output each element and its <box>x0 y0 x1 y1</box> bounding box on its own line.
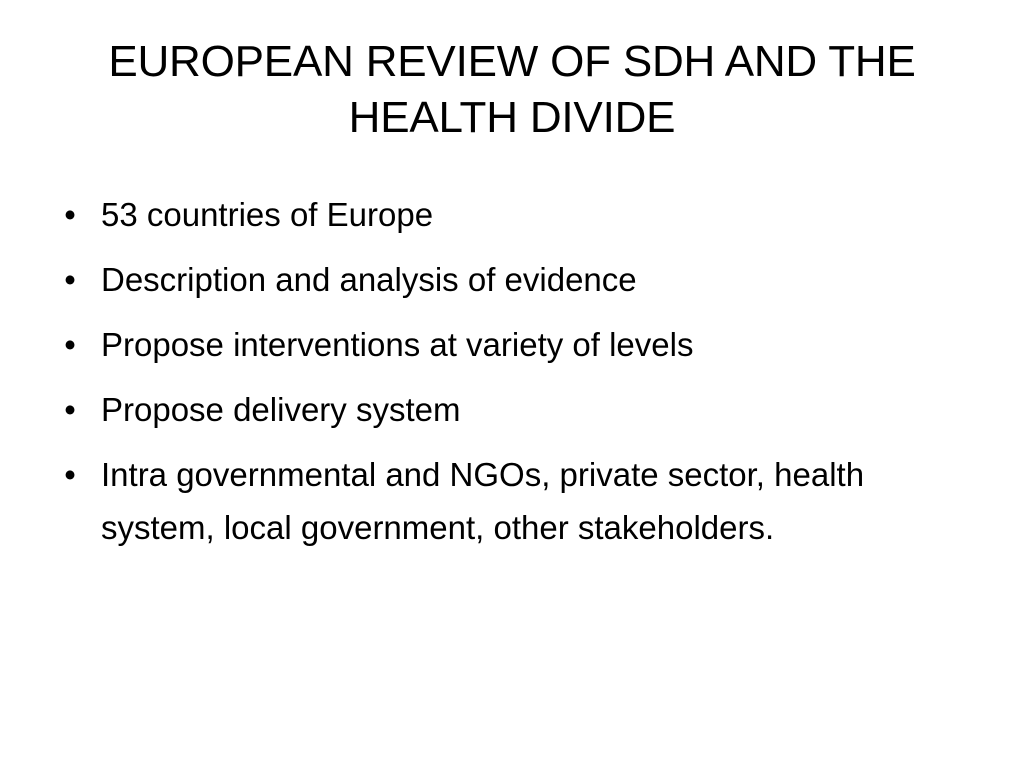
bullet-text: Description and analysis of evidence <box>101 261 637 298</box>
slide-title: EUROPEAN REVIEW OF SDH AND THE HEALTH DIVIDE <box>108 37 916 142</box>
bullet-marker: • <box>64 326 76 363</box>
bullet-marker: • <box>64 391 76 428</box>
bullet-item <box>60 188 960 241</box>
bullet-text: Propose delivery system <box>101 391 461 428</box>
bullet-marker: • <box>64 196 76 233</box>
bullet-text: Propose interventions at variety of levels <box>101 326 694 363</box>
bullet-marker: • <box>64 261 76 298</box>
bullet-text: Intra governmental and NGOs, private sector, health system, local government, other stakeholders. <box>101 456 865 546</box>
bullet-item <box>60 383 960 436</box>
bullet-marker: • <box>64 456 76 493</box>
bullet-item <box>60 448 960 554</box>
bullet-item <box>60 253 960 306</box>
bullet-item <box>60 318 960 371</box>
bullet-text: 53 countries of Europe <box>101 196 434 233</box>
bullet-list <box>60 188 960 566</box>
